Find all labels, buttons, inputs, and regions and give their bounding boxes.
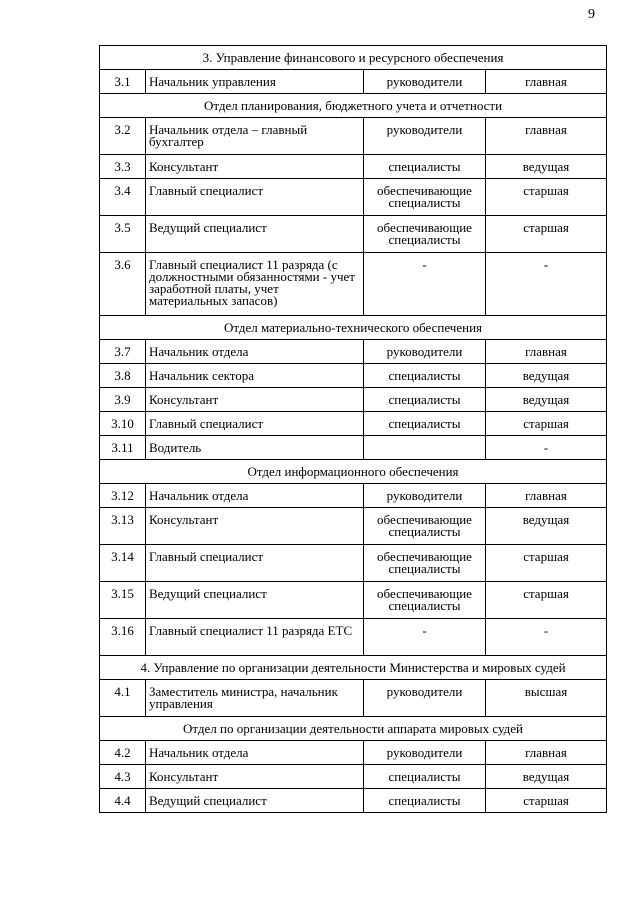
position-category: руководители <box>364 70 486 94</box>
position-name: Главный специалист 11 разряда (с должностными обязанностями - учет заработной платы, учет материальных запасов) <box>146 253 364 316</box>
position-group: старшая <box>486 412 607 436</box>
position-group: старшая <box>486 789 607 813</box>
row-number: 4.1 <box>100 680 146 717</box>
section-title: 3. Управление финансового и ресурсного обеспечения <box>100 46 607 70</box>
position-name: Консультант <box>146 508 364 545</box>
section-title: Отдел материально-технического обеспечения <box>100 316 607 340</box>
table-row <box>100 179 607 216</box>
row-number: 3.13 <box>100 508 146 545</box>
position-name: Начальник отдела – главный бухгалтер <box>146 118 364 155</box>
row-number: 3.16 <box>100 619 146 656</box>
section-title: Отдел планирования, бюджетного учета и отчетности <box>100 94 607 118</box>
row-number: 3.2 <box>100 118 146 155</box>
position-category: специалисты <box>364 364 486 388</box>
position-name: Начальник отдела <box>146 484 364 508</box>
table-row <box>100 253 607 316</box>
position-name: Начальник управления <box>146 70 364 94</box>
position-group: старшая <box>486 582 607 619</box>
position-category: специалисты <box>364 388 486 412</box>
position-group: старшая <box>486 179 607 216</box>
row-number: 3.15 <box>100 582 146 619</box>
position-name: Главный специалист 11 разряда ЕТС <box>146 619 364 656</box>
table-row <box>100 216 607 253</box>
position-name: Главный специалист <box>146 412 364 436</box>
row-number: 3.1 <box>100 70 146 94</box>
table-row <box>100 340 607 364</box>
section-header-row <box>100 656 607 680</box>
table-row <box>100 70 607 94</box>
position-category: руководители <box>364 340 486 364</box>
positions-table <box>99 45 607 813</box>
position-name: Консультант <box>146 388 364 412</box>
position-name: Консультант <box>146 155 364 179</box>
position-name: Ведущий специалист <box>146 216 364 253</box>
position-name: Главный специалист <box>146 179 364 216</box>
row-number: 3.7 <box>100 340 146 364</box>
table-row <box>100 765 607 789</box>
position-category: специалисты <box>364 789 486 813</box>
row-number: 3.11 <box>100 436 146 460</box>
position-category: обеспечивающие специалисты <box>364 508 486 545</box>
row-number: 3.3 <box>100 155 146 179</box>
section-title: Отдел информационного обеспечения <box>100 460 607 484</box>
row-number: 3.9 <box>100 388 146 412</box>
position-group: - <box>486 436 607 460</box>
page-number: 9 <box>588 7 595 22</box>
section-header-row <box>100 717 607 741</box>
position-category: обеспечивающие специалисты <box>364 179 486 216</box>
row-number: 3.8 <box>100 364 146 388</box>
position-name: Начальник отдела <box>146 741 364 765</box>
position-name: Главный специалист <box>146 545 364 582</box>
table-row <box>100 680 607 717</box>
position-name: Ведущий специалист <box>146 789 364 813</box>
row-number: 4.4 <box>100 789 146 813</box>
position-group: ведущая <box>486 155 607 179</box>
section-title: Отдел по организации деятельности аппарата мировых судей <box>100 717 607 741</box>
section-header-row <box>100 94 607 118</box>
row-number: 4.3 <box>100 765 146 789</box>
position-category: обеспечивающие специалисты <box>364 545 486 582</box>
position-group: главная <box>486 70 607 94</box>
position-category: специалисты <box>364 412 486 436</box>
table-row <box>100 789 607 813</box>
table-row <box>100 484 607 508</box>
position-category: руководители <box>364 118 486 155</box>
row-number: 3.4 <box>100 179 146 216</box>
position-group: - <box>486 253 607 316</box>
position-group: главная <box>486 484 607 508</box>
position-category: специалисты <box>364 765 486 789</box>
section-header-row <box>100 316 607 340</box>
position-category: руководители <box>364 484 486 508</box>
position-group: высшая <box>486 680 607 717</box>
position-group: главная <box>486 741 607 765</box>
section-header-row <box>100 46 607 70</box>
table-row <box>100 155 607 179</box>
position-name: Ведущий специалист <box>146 582 364 619</box>
position-category <box>364 436 486 460</box>
row-number: 3.12 <box>100 484 146 508</box>
position-group: - <box>486 619 607 656</box>
section-header-row <box>100 460 607 484</box>
row-number: 3.6 <box>100 253 146 316</box>
row-number: 4.2 <box>100 741 146 765</box>
position-name: Начальник отдела <box>146 340 364 364</box>
position-category: специалисты <box>364 155 486 179</box>
position-group: ведущая <box>486 765 607 789</box>
table-row <box>100 436 607 460</box>
table-row <box>100 582 607 619</box>
position-group: главная <box>486 118 607 155</box>
position-category: обеспечивающие специалисты <box>364 582 486 619</box>
position-group: ведущая <box>486 364 607 388</box>
table-row <box>100 741 607 765</box>
position-group: ведущая <box>486 388 607 412</box>
position-name: Водитель <box>146 436 364 460</box>
row-number: 3.14 <box>100 545 146 582</box>
table-row <box>100 118 607 155</box>
position-group: старшая <box>486 545 607 582</box>
position-category: - <box>364 619 486 656</box>
position-category: руководители <box>364 680 486 717</box>
table-row <box>100 619 607 656</box>
position-group: ведущая <box>486 508 607 545</box>
position-name: Консультант <box>146 765 364 789</box>
table-row <box>100 364 607 388</box>
row-number: 3.5 <box>100 216 146 253</box>
table-row <box>100 545 607 582</box>
position-group: главная <box>486 340 607 364</box>
position-name: Заместитель министра, начальник управления <box>146 680 364 717</box>
row-number: 3.10 <box>100 412 146 436</box>
position-group: старшая <box>486 216 607 253</box>
position-category: руководители <box>364 741 486 765</box>
position-category: - <box>364 253 486 316</box>
table-row <box>100 412 607 436</box>
table-row <box>100 508 607 545</box>
position-name: Начальник сектора <box>146 364 364 388</box>
section-title: 4. Управление по организации деятельности Министерства и мировых судей <box>100 656 607 680</box>
table-row <box>100 388 607 412</box>
position-category: обеспечивающие специалисты <box>364 216 486 253</box>
